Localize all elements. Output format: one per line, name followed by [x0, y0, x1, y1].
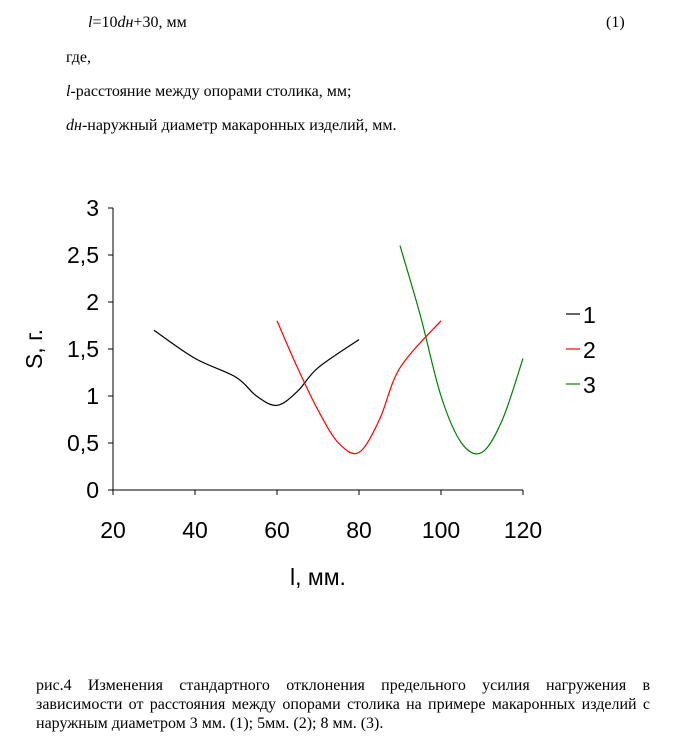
- next-line-fragment: [230, 744, 490, 752]
- formula-var: dн: [117, 14, 134, 31]
- definition-l-symbol: l: [66, 83, 71, 100]
- formula-number: (1): [606, 14, 625, 31]
- definition-l-text: -расстояние между опорами столика, мм;: [70, 83, 352, 100]
- x-tick-label: 100: [421, 517, 461, 543]
- x-tick-label: 60: [264, 517, 290, 543]
- x-tick-label: 80: [346, 517, 372, 543]
- formula-rhs-prefix: =10: [92, 14, 118, 31]
- legend-label-2: 2: [583, 337, 596, 363]
- definition-l: [66, 83, 351, 101]
- series-line-1: [154, 330, 359, 405]
- series-line-3: [400, 246, 523, 454]
- definition-dn: [66, 117, 396, 135]
- legend-label-3: 3: [583, 372, 596, 398]
- y-tick-label: 0: [86, 477, 99, 503]
- y-tick-label: 0,5: [67, 430, 99, 456]
- x-tick-label: 40: [182, 517, 208, 543]
- formula-lhs: l: [88, 14, 93, 31]
- formula-rhs-suffix: +30, мм: [133, 14, 187, 31]
- y-axis-label: S, г.: [21, 328, 47, 370]
- x-tick-label: 20: [100, 517, 126, 543]
- y-tick-label: 1: [86, 383, 99, 409]
- where-label: где,: [66, 49, 92, 66]
- figure-caption: рис.4 Изменения стандартного отклонения предельного усилия нагружения в зависимости от расстояния между опорами столика на примере макаронных изделий с наружным диаметром 3 мм. (1); 5мм. (2); 8 мм. (3).: [36, 677, 650, 732]
- y-tick-label: 3: [86, 195, 99, 221]
- y-tick-label: 1,5: [67, 336, 99, 362]
- legend-label-1: 1: [583, 302, 596, 328]
- y-tick-label: 2,5: [67, 242, 99, 268]
- definition-dn-text: -наружный диаметр макаронных изделий, мм.: [81, 117, 397, 134]
- formula: [88, 14, 187, 32]
- x-axis-label: l, мм.: [290, 564, 346, 590]
- y-tick-label: 2: [86, 289, 99, 315]
- x-tick-label: 120: [503, 517, 543, 543]
- definition-dn-symbol: dн: [66, 117, 82, 134]
- line-chart: [0, 180, 676, 600]
